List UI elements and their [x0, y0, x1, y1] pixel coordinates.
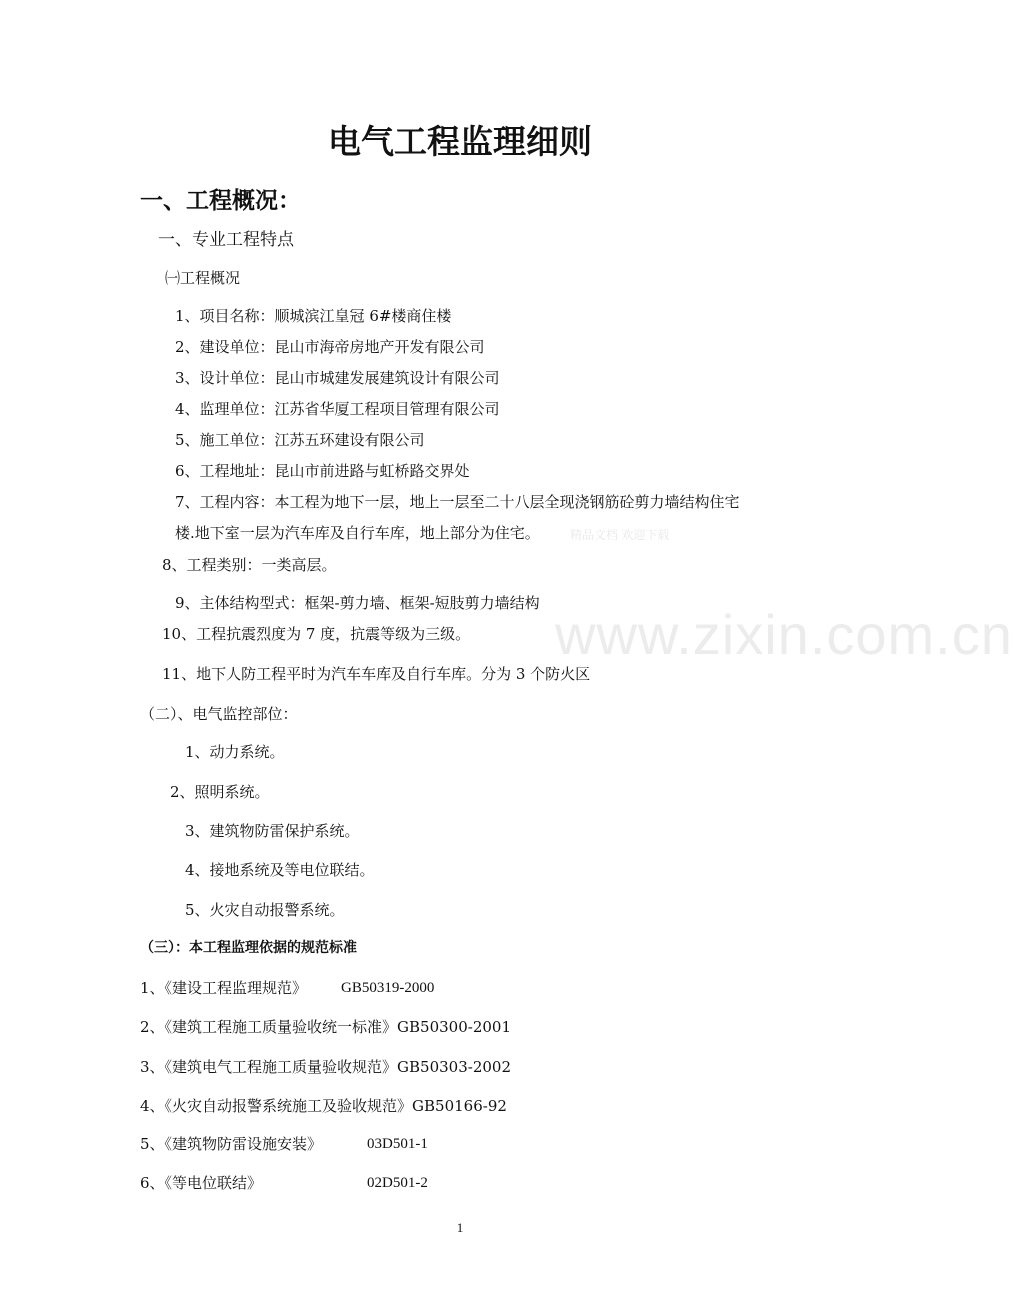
overview-item: 6、工程地址：昆山市前进路与虹桥路交界处: [175, 462, 470, 480]
section-heading-2: 一、专业工程特点: [158, 230, 294, 250]
overview-item: 3、设计单位：昆山市城建发展建筑设计有限公司: [175, 369, 500, 387]
monitor-item: 3、建筑物防雷保护系统。: [185, 822, 360, 840]
standard-name: 1、《建设工程监理规范》: [140, 979, 308, 997]
standard-code: 03D501-1: [367, 1136, 428, 1152]
document-title: 电气工程监理细则: [328, 122, 592, 161]
overview-item: 7、工程内容：本工程为地下一层，地上一层至二十八层全现浇钢筋砼剪力墙结构住宅: [175, 493, 740, 511]
page-number: 1: [456, 1220, 464, 1235]
subheading-monitoring-parts: （二）、电气监控部位：: [140, 705, 298, 723]
standard-name: 3、《建筑电气工程施工质量验收规范》GB50303-2002: [140, 1058, 512, 1076]
standard-name: 2、《建筑工程施工质量验收统一标准》GB50300-2001: [140, 1018, 512, 1036]
standard-code: GB50319-2000: [341, 980, 435, 996]
subheading-standards: （三）：本工程监理依据的规范标准: [140, 940, 357, 956]
overview-item: 11、地下人防工程平时为汽车车库及自行车库。分为 3 个防火区: [162, 665, 591, 683]
standard-name: 6、《等电位联结》: [140, 1174, 263, 1192]
monitor-item: 4、接地系统及等电位联结。: [185, 861, 375, 879]
section-heading-1: 一、工程概况：: [140, 188, 301, 214]
watermark-small-text: 精品文档 欢迎下载: [570, 528, 670, 542]
standard-code: 02D501-2: [367, 1175, 428, 1191]
overview-item: 5、施工单位：江苏五环建设有限公司: [175, 431, 425, 449]
overview-item: 8、工程类别：一类高层。: [162, 556, 337, 574]
standard-name: 4、《火灾自动报警系统施工及验收规范》GB50166-92: [140, 1097, 507, 1115]
monitor-item: 1、动力系统。: [185, 743, 285, 761]
overview-item: 10、工程抗震烈度为 7 度，抗震等级为三级。: [162, 625, 471, 643]
overview-item: 4、监理单位：江苏省华厦工程项目管理有限公司: [175, 400, 500, 418]
overview-item: 1、项目名称：顺城滨江皇冠 6#楼商住楼: [175, 307, 452, 325]
monitor-item: 2、照明系统。: [170, 783, 270, 801]
standard-name: 5、《建筑物防雷设施安装》: [140, 1135, 323, 1153]
monitor-item: 5、火灾自动报警系统。: [185, 901, 345, 919]
overview-item: 9、主体结构型式：框架-剪力墙、框架-短肢剪力墙结构: [175, 594, 540, 612]
subheading-project-overview: ㈠工程概况: [165, 269, 241, 287]
overview-item: 2、建设单位：昆山市海帝房地产开发有限公司: [175, 338, 485, 356]
watermark-text: www.zixin.com.cn: [555, 603, 1013, 666]
overview-item-continued: 楼.地下室一层为汽车库及自行车库，地上部分为住宅。: [175, 524, 540, 542]
